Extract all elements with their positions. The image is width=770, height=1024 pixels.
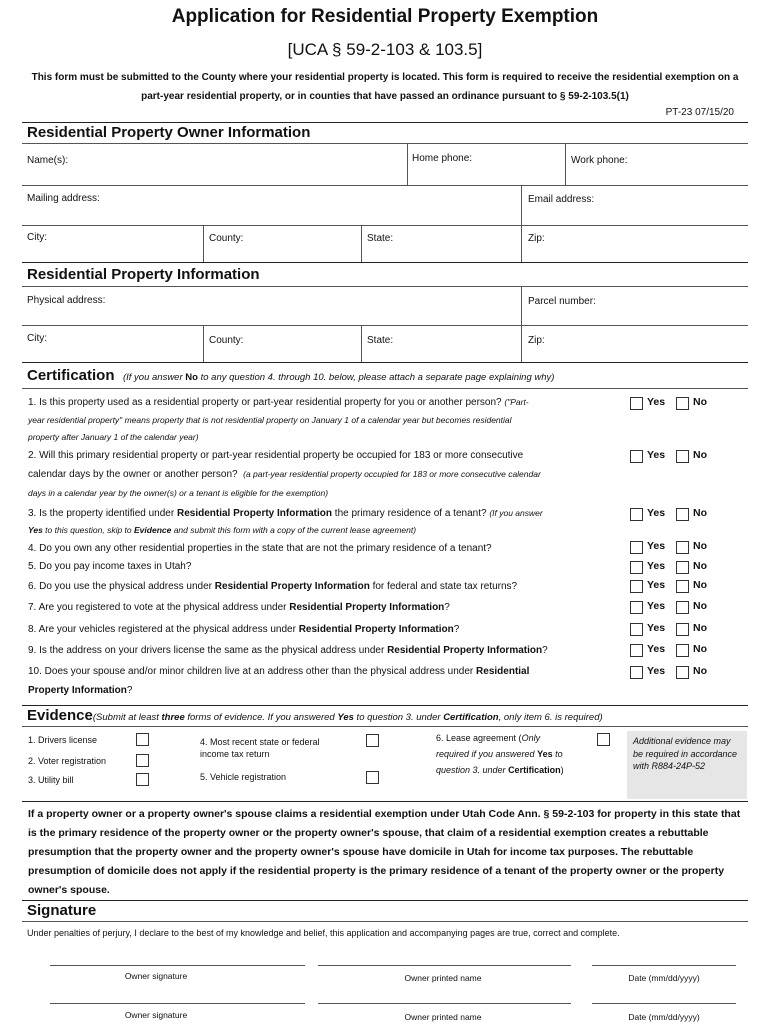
question-2-note: days in a calendar year by the owner(s) or a tenant is eligible for the exemption) [28,488,329,498]
question-3: 3. Is the property identified under Residential Property Information the primary residence of a tenant? (If you answer [28,508,543,519]
date-line[interactable] [592,1003,736,1004]
property-county-field[interactable]: County: [209,335,244,346]
question-8: 8. Are your vehicles registered at the physical address under Residential Property Information? [28,624,460,635]
evidence-item-3: 3. Utility bill [28,775,74,785]
q9-no-label: No [693,643,707,655]
divider [407,143,408,185]
domicile-statement: If a property owner or a property owner's spouse claims a residential exemption under Utah Code Ann. § 59-2-103 for property in this state that is the primary residence of the property owner or the property owner's spouse, that claim of a residential exemption creates a rebuttable presumption that the property owner and the property owner's spouse have domicile in Utah for income tax purposes. The rebuttable presumption of domicile does not apply if the residential property is the primary residence of a tenant of the property owner or the property owner's spouse. [28,808,741,896]
owner-section-heading: Residential Property Owner Information [27,124,311,141]
statute-citation: [UCA § 59-2-103 & 103.5] [287,40,483,59]
question-5: 5. Do you pay income taxes in Utah? [28,561,192,572]
q1-yes-label: Yes [647,396,666,408]
mailing-address-field[interactable]: Mailing address: [27,193,100,204]
evidence-checkbox-2[interactable] [136,754,149,767]
question-10-cont: Property Information? [28,685,133,696]
evidence-checkbox-6[interactable] [597,733,610,746]
q7-yes-checkbox[interactable] [630,601,643,614]
printed-name-line[interactable] [318,965,571,966]
evidence-item-4-cont: income tax return [200,749,270,759]
q1-no-label: No [693,396,707,408]
parcel-number-field[interactable]: Parcel number: [528,296,596,307]
evidence-note: (Submit at least three forms of evidence. If you answered Yes to question 3. under Certification, only item 6. is required) [92,712,603,723]
divider [521,286,522,362]
section-rule [22,122,748,123]
signature-heading: Signature [27,902,97,919]
q3-no-checkbox[interactable] [676,508,689,521]
divider [22,286,748,287]
property-section-heading: Residential Property Information [27,266,260,283]
owner-printed-name-label: Owner printed name [404,1012,482,1022]
question-10: 10. Does your spouse and/or minor children live at an address other than the physical address under Residential [28,666,530,677]
q10-no-label: No [693,665,707,677]
section-rule [22,900,748,901]
q5-yes-checkbox[interactable] [630,561,643,574]
q7-no-checkbox[interactable] [676,601,689,614]
work-phone-field[interactable]: Work phone: [571,155,628,166]
q5-no-label: No [693,560,707,572]
q8-yes-checkbox[interactable] [630,623,643,636]
q6-no-checkbox[interactable] [676,580,689,593]
certification-note: (If you answer No to any question 4. through 10. below, please attach a separate page explaining why) [122,372,555,383]
q4-no-checkbox[interactable] [676,541,689,554]
q8-no-label: No [693,622,707,634]
owner-signature-label: Owner signature [124,971,188,981]
certification-header [27,367,554,385]
q10-yes-label: Yes [647,665,666,677]
divider [361,225,362,262]
evidence-item-6-cont: required if you answered Yes to [436,749,563,759]
divider [22,921,748,922]
divider [22,726,748,727]
q9-no-checkbox[interactable] [676,644,689,657]
names-field[interactable]: Name(s): [27,155,69,166]
question-2-cont: calendar days by the owner or another person? (a part-year residential property occupied for 183 or more consecutive calendar [28,469,541,480]
q5-no-checkbox[interactable] [676,561,689,574]
q9-yes-label: Yes [647,643,666,655]
property-city-field[interactable]: City: [27,333,47,344]
section-rule [22,705,748,706]
q6-no-label: No [693,579,707,591]
evidence-item-4: 4. Most recent state or federal [200,737,320,747]
q5-yes-label: Yes [647,560,666,572]
date-line[interactable] [592,965,736,966]
form-number: PT-23 07/15/20 [665,107,734,118]
question-1-note: property after January 1 of the calendar year) [28,432,199,442]
q4-yes-label: Yes [647,540,666,552]
question-4: 4. Do you own any other residential properties in the state that are not the primary residence of a tenant? [28,543,492,554]
evidence-heading: Evidence [27,707,93,724]
owner-printed-name-label: Owner printed name [404,973,482,983]
divider [22,388,748,389]
section-rule [22,262,748,263]
divider [565,143,566,185]
divider [22,225,748,226]
intro-text: This form must be submitted to the County where your residential property is located. This form is required to receive the residential exemption on a part-year residential property, or in counties that have passed an ordinance pursuant to § 59-2-103.5(1) [31,72,739,102]
q1-no-checkbox[interactable] [676,397,689,410]
divider [203,325,204,362]
question-9: 9. Is the address on your drivers license the same as the physical address under Residential Property Information? [28,645,548,656]
q2-yes-label: Yes [647,449,666,461]
question-7: 7. Are you registered to vote at the physical address under Residential Property Information? [28,602,450,613]
question-2: 2. Will this primary residential property or part-year residential property be occupied for 183 or more consecutive [28,450,524,461]
email-field[interactable]: Email address: [528,194,595,205]
evidence-item-1: 1. Drivers license [28,735,98,745]
section-rule [22,362,748,363]
date-label: Date (mm/dd/yyyy) [628,973,700,983]
evidence-item-5: 5. Vehicle registration [200,772,287,782]
divider [361,325,362,362]
physical-address-field[interactable]: Physical address: [27,295,106,306]
q4-no-label: No [693,540,707,552]
evidence-item-2: 2. Voter registration [28,756,107,766]
q1-yes-checkbox[interactable] [630,397,643,410]
signature-line[interactable] [50,1003,305,1004]
question-1-note: year residential property" means property that is not residential property on January 1 of a calendar year but becomes residential [28,415,512,425]
evidence-item-6: 6. Lease agreement (Only [436,733,541,743]
q7-yes-label: Yes [647,600,666,612]
owner-city-field[interactable]: City: [27,232,47,243]
evidence-checkbox-5[interactable] [366,771,379,784]
owner-zip-field[interactable]: Zip: [528,233,545,244]
q3-no-label: No [693,507,707,519]
q10-no-checkbox[interactable] [676,666,689,679]
certification-heading: Certification [27,367,115,384]
additional-evidence-note: Additional evidence may be required in accordance with R884-24P-52 [627,731,747,799]
owner-signature-label: Owner signature [124,1010,188,1020]
q2-no-label: No [693,449,707,461]
q8-yes-label: Yes [647,622,666,634]
q3-yes-checkbox[interactable] [630,508,643,521]
q10-yes-checkbox[interactable] [630,666,643,679]
question-3-note: Yes to this question, skip to Evidence and submit this form with a copy of the current lease agreement) [28,525,417,535]
section-rule [22,801,748,802]
q4-yes-checkbox[interactable] [630,541,643,554]
evidence-checkbox-4[interactable] [366,734,379,747]
page-title: Application for Residential Property Exemption [171,6,599,27]
q6-yes-label: Yes [647,579,666,591]
property-state-field[interactable]: State: [367,335,394,346]
evidence-checkbox-1[interactable] [136,733,149,746]
question-1: 1. Is this property used as a residential property or part-year residential property for you or another person? ("Part- [28,397,529,408]
q2-yes-checkbox[interactable] [630,450,643,463]
divider [203,225,204,262]
signature-line[interactable] [50,965,305,966]
perjury-declaration: Under penalties of perjury, I declare to the best of my knowledge and belief, this application and accompanying pages are true, correct and complete. [27,928,620,938]
evidence-checkbox-3[interactable] [136,773,149,786]
date-label: Date (mm/dd/yyyy) [628,1012,700,1022]
q8-no-checkbox[interactable] [676,623,689,636]
q7-no-label: No [693,600,707,612]
owner-state-field[interactable]: State: [367,233,394,244]
divider [22,143,748,144]
q3-yes-label: Yes [647,507,666,519]
home-phone-field[interactable]: Home phone: [412,153,473,164]
q2-no-checkbox[interactable] [676,450,689,463]
property-zip-field[interactable]: Zip: [528,335,545,346]
divider [22,325,748,326]
q9-yes-checkbox[interactable] [630,644,643,657]
evidence-item-6-cont: question 3. under Certification) [436,765,564,775]
divider [22,185,748,186]
q6-yes-checkbox[interactable] [630,580,643,593]
evidence-header [27,707,603,725]
owner-county-field[interactable]: County: [209,233,244,244]
divider [521,185,522,262]
printed-name-line[interactable] [318,1003,571,1004]
question-6: 6. Do you use the physical address under Residential Property Information for federal and state tax returns? [28,581,518,592]
